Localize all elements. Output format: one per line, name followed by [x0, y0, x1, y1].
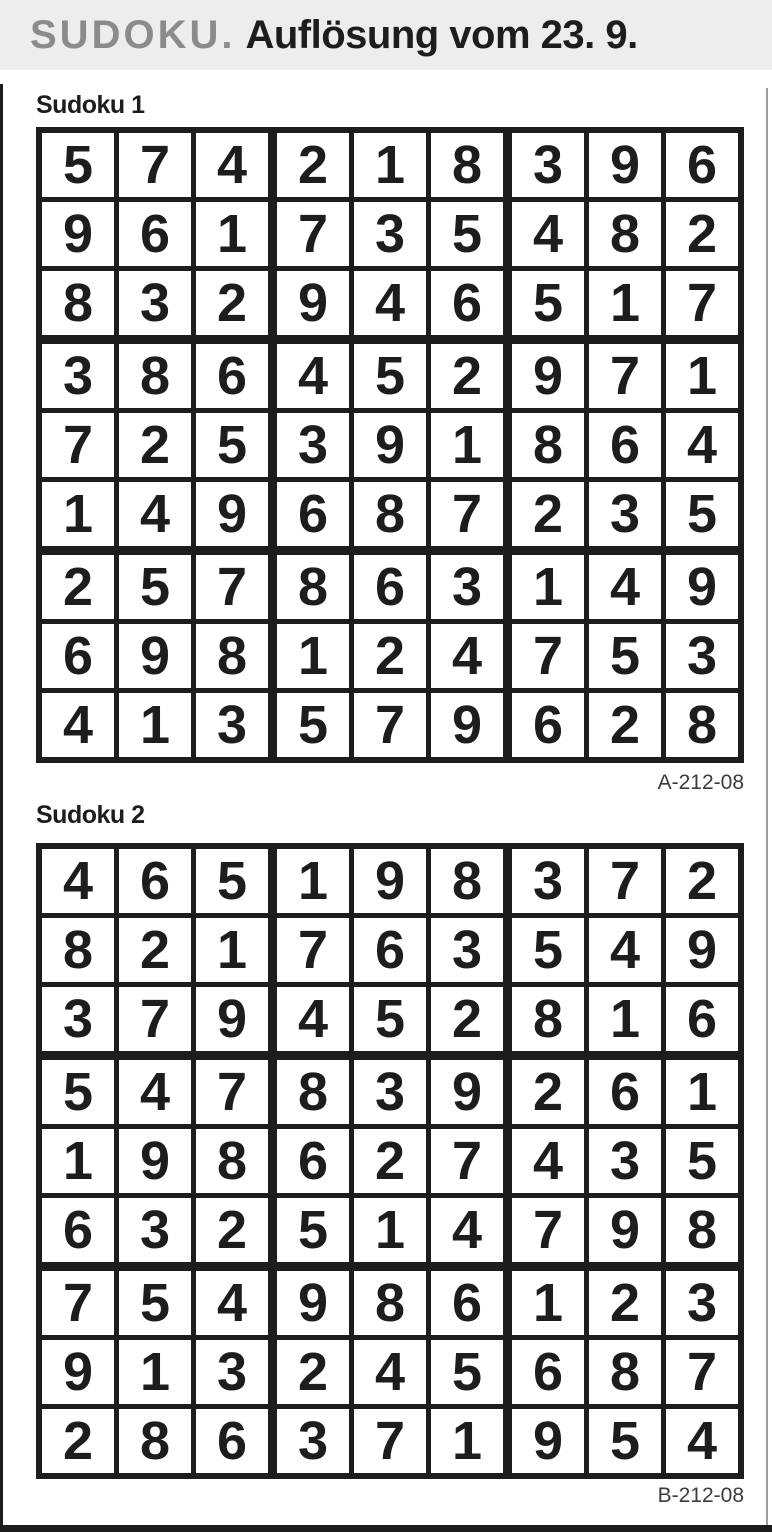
sudoku-box [512, 1060, 738, 1262]
sudoku-cell: 8 [277, 1060, 349, 1124]
sudoku-2-code: B-212-08 [657, 1484, 744, 1507]
sudoku-cell: 2 [512, 1060, 584, 1124]
sudoku-cell: 8 [196, 1129, 268, 1193]
section-kicker: SUDOKU. [30, 12, 236, 57]
sudoku-cell: 2 [196, 271, 268, 335]
sudoku-cell: 5 [666, 482, 738, 546]
sudoku-cell: 4 [431, 1198, 503, 1262]
sudoku-cell: 7 [196, 555, 268, 619]
sudoku-cell: 4 [277, 987, 349, 1051]
sudoku-cell: 7 [42, 1271, 114, 1335]
sudoku-cell: 5 [42, 1060, 114, 1124]
sudoku-cell: 3 [42, 344, 114, 408]
sudoku-cell: 4 [354, 271, 426, 335]
sudoku-box [42, 1060, 268, 1262]
sudoku-box [42, 344, 268, 546]
left-column-rule [0, 84, 3, 1532]
sudoku-2-grid [36, 843, 744, 1479]
sudoku-cell: 9 [196, 482, 268, 546]
sudoku-cell: 5 [119, 1271, 191, 1335]
right-column-rule [766, 88, 768, 1532]
sudoku-cell: 9 [666, 918, 738, 982]
sudoku-cell: 1 [196, 918, 268, 982]
sudoku-cell: 2 [354, 1129, 426, 1193]
sudoku-box [512, 1271, 738, 1473]
sudoku-cell: 3 [512, 849, 584, 913]
sudoku-cell: 4 [431, 624, 503, 688]
sudoku-cell: 6 [277, 482, 349, 546]
sudoku-cell: 4 [666, 413, 738, 477]
sudoku-cell: 8 [42, 918, 114, 982]
sudoku-cell: 4 [277, 344, 349, 408]
sudoku-cell: 3 [512, 133, 584, 197]
sudoku-cell: 3 [589, 1129, 661, 1193]
sudoku-cell: 5 [196, 413, 268, 477]
sudoku-cell: 5 [589, 1409, 661, 1473]
sudoku-cell: 1 [42, 482, 114, 546]
sudoku-cell: 4 [589, 555, 661, 619]
sudoku-cell: 1 [431, 413, 503, 477]
sudoku-cell: 9 [666, 555, 738, 619]
sudoku-cell: 8 [589, 202, 661, 266]
sudoku-1-code: A-212-08 [657, 771, 744, 794]
sudoku-cell: 6 [119, 849, 191, 913]
sudoku-cell: 6 [431, 1271, 503, 1335]
sudoku-cell: 9 [512, 1409, 584, 1473]
sudoku-cell: 4 [119, 1060, 191, 1124]
sudoku-cell: 7 [512, 1198, 584, 1262]
sudoku-cell: 1 [589, 987, 661, 1051]
sudoku-box [277, 1060, 503, 1262]
sudoku-cell: 9 [354, 413, 426, 477]
sudoku-cell: 2 [277, 133, 349, 197]
sudoku-cell: 4 [42, 693, 114, 757]
sudoku-cell: 1 [589, 271, 661, 335]
sudoku-cell: 3 [42, 987, 114, 1051]
sudoku-cell: 5 [431, 202, 503, 266]
sudoku-cell: 6 [196, 1409, 268, 1473]
sudoku-cell: 3 [277, 413, 349, 477]
sudoku-cell: 7 [431, 482, 503, 546]
sudoku-cell: 6 [512, 693, 584, 757]
sudoku-cell: 6 [589, 413, 661, 477]
sudoku-cell: 3 [196, 1340, 268, 1404]
sudoku-cell: 1 [119, 693, 191, 757]
sudoku-cell: 2 [589, 693, 661, 757]
sudoku-cell: 1 [119, 1340, 191, 1404]
sudoku-cell: 4 [42, 849, 114, 913]
sudoku-cell: 1 [512, 555, 584, 619]
sudoku-cell: 6 [354, 555, 426, 619]
sudoku-cell: 3 [431, 555, 503, 619]
sudoku-cell: 7 [277, 918, 349, 982]
sudoku-cell: 9 [119, 1129, 191, 1193]
sudoku-cell: 5 [277, 1198, 349, 1262]
sudoku-cell: 3 [119, 1198, 191, 1262]
sudoku-cell: 5 [196, 849, 268, 913]
sudoku-1-grid [36, 127, 744, 763]
sudoku-cell: 4 [512, 1129, 584, 1193]
sudoku-cell: 2 [431, 344, 503, 408]
sudoku-cell: 2 [277, 1340, 349, 1404]
sudoku-cell: 9 [354, 849, 426, 913]
sudoku-cell: 1 [277, 849, 349, 913]
sudoku-cell: 8 [589, 1340, 661, 1404]
sudoku-cell: 6 [666, 133, 738, 197]
bottom-rule [0, 1525, 772, 1532]
sudoku-cell: 5 [354, 987, 426, 1051]
sudoku-cell: 1 [666, 1060, 738, 1124]
sudoku-cell: 8 [512, 987, 584, 1051]
sudoku-cell: 8 [354, 482, 426, 546]
sudoku-cell: 3 [119, 271, 191, 335]
sudoku-cell: 7 [431, 1129, 503, 1193]
sudoku-cell: 7 [512, 624, 584, 688]
sudoku-cell: 6 [431, 271, 503, 335]
sudoku-cell: 6 [512, 1340, 584, 1404]
sudoku-cell: 8 [119, 344, 191, 408]
sudoku-cell: 5 [431, 1340, 503, 1404]
sudoku-cell: 6 [42, 624, 114, 688]
page-title: Auflösung vom 23. 9. [245, 12, 638, 57]
sudoku-cell: 8 [196, 624, 268, 688]
sudoku-box [512, 555, 738, 757]
sudoku-cell: 8 [42, 271, 114, 335]
sudoku-cell: 2 [354, 624, 426, 688]
sudoku-cell: 7 [277, 202, 349, 266]
sudoku-cell: 1 [354, 1198, 426, 1262]
sudoku-cell: 3 [589, 482, 661, 546]
sudoku-cell: 5 [277, 693, 349, 757]
sudoku-cell: 9 [277, 271, 349, 335]
sudoku-box [42, 849, 268, 1051]
sudoku-cell: 7 [196, 1060, 268, 1124]
sudoku-cell: 8 [277, 555, 349, 619]
sudoku-cell: 9 [42, 1340, 114, 1404]
sudoku-box [42, 555, 268, 757]
sudoku-cell: 7 [589, 849, 661, 913]
sudoku-cell: 3 [196, 693, 268, 757]
sudoku-cell: 6 [589, 1060, 661, 1124]
sudoku-cell: 4 [119, 482, 191, 546]
sudoku-cell: 5 [42, 133, 114, 197]
sudoku-box [42, 133, 268, 335]
sudoku-cell: 5 [512, 271, 584, 335]
sudoku-cell: 5 [666, 1129, 738, 1193]
sudoku-cell: 9 [589, 1198, 661, 1262]
sudoku-cell: 8 [354, 1271, 426, 1335]
sudoku-cell: 5 [589, 624, 661, 688]
sudoku-cell: 3 [666, 1271, 738, 1335]
sudoku-cell: 3 [431, 918, 503, 982]
sudoku-cell: 8 [666, 1198, 738, 1262]
sudoku-2-label: Sudoku 2 [36, 801, 145, 829]
sudoku-box [277, 344, 503, 546]
sudoku-box [512, 344, 738, 546]
sudoku-cell: 8 [666, 693, 738, 757]
sudoku-cell: 9 [277, 1271, 349, 1335]
sudoku-cell: 7 [666, 1340, 738, 1404]
sudoku-cell: 1 [196, 202, 268, 266]
sudoku-cell: 7 [589, 344, 661, 408]
sudoku-cell: 4 [666, 1409, 738, 1473]
sudoku-cell: 1 [354, 133, 426, 197]
sudoku-cell: 4 [354, 1340, 426, 1404]
sudoku-cell: 4 [512, 202, 584, 266]
sudoku-cell: 9 [431, 693, 503, 757]
sudoku-cell: 4 [589, 918, 661, 982]
sudoku-cell: 9 [431, 1060, 503, 1124]
sudoku-cell: 8 [431, 849, 503, 913]
sudoku-cell: 6 [666, 987, 738, 1051]
sudoku-cell: 9 [196, 987, 268, 1051]
sudoku-1-label: Sudoku 1 [36, 91, 145, 119]
sudoku-cell: 8 [119, 1409, 191, 1473]
sudoku-cell: 8 [512, 413, 584, 477]
sudoku-cell: 2 [196, 1198, 268, 1262]
sudoku-cell: 6 [277, 1129, 349, 1193]
sudoku-cell: 7 [354, 693, 426, 757]
sudoku-cell: 1 [431, 1409, 503, 1473]
header-band [0, 0, 772, 70]
sudoku-cell: 4 [196, 1271, 268, 1335]
sudoku-cell: 2 [666, 202, 738, 266]
sudoku-cell: 2 [431, 987, 503, 1051]
sudoku-box [277, 849, 503, 1051]
sudoku-cell: 7 [119, 133, 191, 197]
sudoku-cell: 7 [42, 413, 114, 477]
sudoku-cell: 5 [119, 555, 191, 619]
sudoku-cell: 2 [119, 413, 191, 477]
sudoku-box [512, 133, 738, 335]
sudoku-cell: 4 [196, 133, 268, 197]
sudoku-cell: 6 [354, 918, 426, 982]
sudoku-cell: 2 [42, 555, 114, 619]
sudoku-cell: 1 [277, 624, 349, 688]
sudoku-cell: 2 [42, 1409, 114, 1473]
sudoku-cell: 9 [589, 133, 661, 197]
sudoku-cell: 5 [512, 918, 584, 982]
sudoku-box [277, 1271, 503, 1473]
sudoku-cell: 3 [277, 1409, 349, 1473]
sudoku-cell: 9 [42, 202, 114, 266]
sudoku-cell: 1 [42, 1129, 114, 1193]
sudoku-box [277, 133, 503, 335]
sudoku-cell: 6 [119, 202, 191, 266]
sudoku-cell: 6 [196, 344, 268, 408]
sudoku-cell: 2 [512, 482, 584, 546]
sudoku-cell: 1 [512, 1271, 584, 1335]
sudoku-cell: 1 [666, 344, 738, 408]
sudoku-cell: 2 [589, 1271, 661, 1335]
sudoku-cell: 3 [666, 624, 738, 688]
sudoku-cell: 3 [354, 202, 426, 266]
sudoku-box [42, 1271, 268, 1473]
sudoku-cell: 9 [512, 344, 584, 408]
sudoku-cell: 7 [354, 1409, 426, 1473]
sudoku-cell: 2 [666, 849, 738, 913]
sudoku-box [277, 555, 503, 757]
sudoku-cell: 8 [431, 133, 503, 197]
sudoku-cell: 7 [119, 987, 191, 1051]
sudoku-cell: 3 [354, 1060, 426, 1124]
sudoku-cell: 5 [354, 344, 426, 408]
sudoku-cell: 9 [119, 624, 191, 688]
sudoku-box [512, 849, 738, 1051]
sudoku-cell: 7 [666, 271, 738, 335]
sudoku-cell: 2 [119, 918, 191, 982]
sudoku-cell: 6 [42, 1198, 114, 1262]
